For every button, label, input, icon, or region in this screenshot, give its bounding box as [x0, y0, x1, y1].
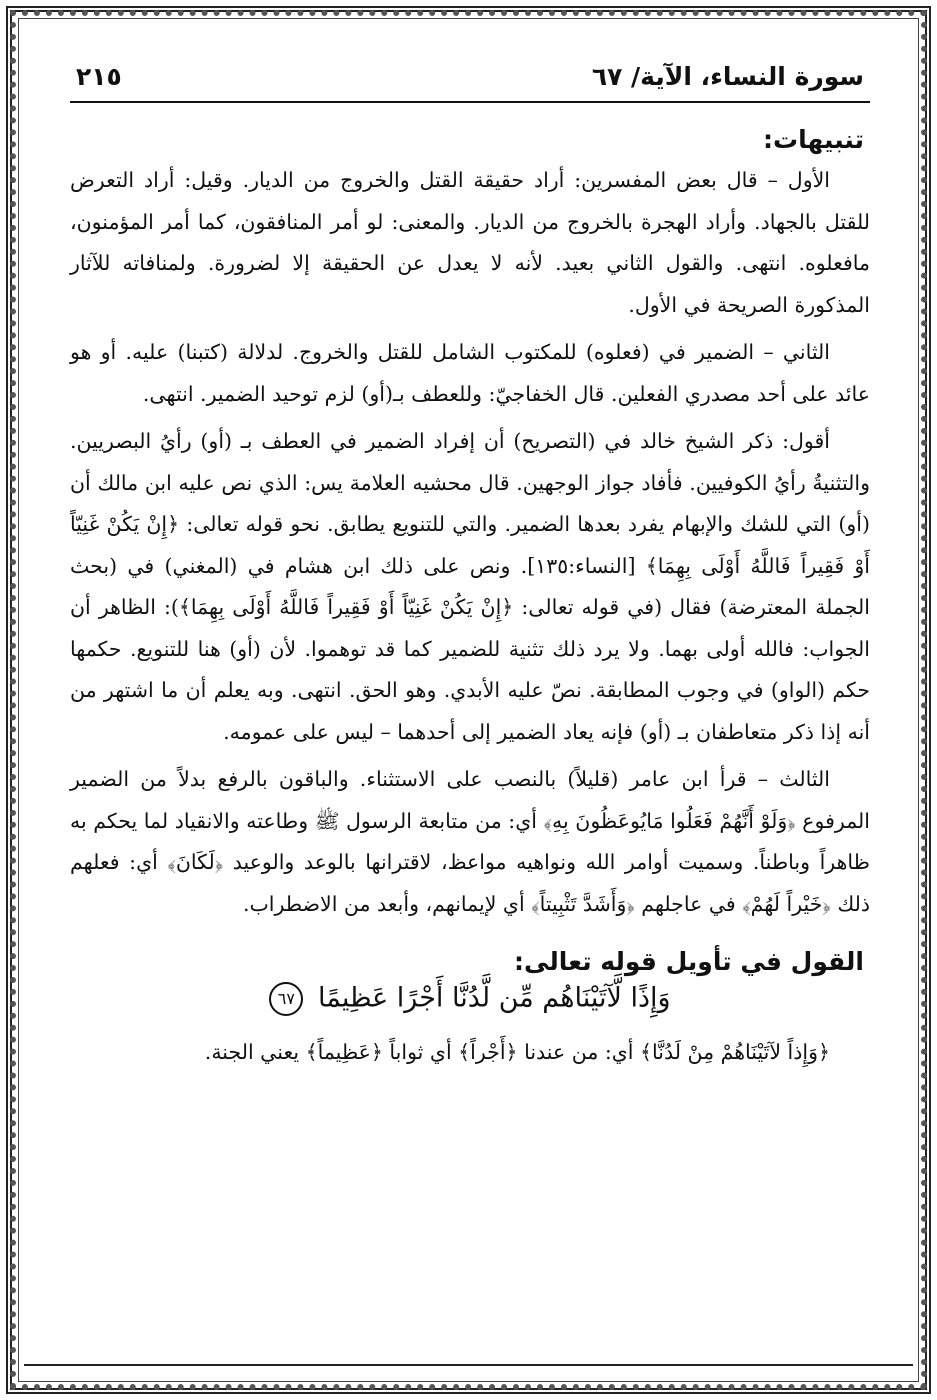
running-header — [70, 62, 870, 103]
tafsir-title: القول في تأويل قوله تعالى: — [514, 947, 864, 976]
quran-verse — [70, 982, 870, 1016]
verse-number: ٦٧ — [269, 982, 303, 1016]
bottom-divider — [24, 1364, 913, 1366]
note-third: الثالث – قرأ ابن عامر (قليلاً) بالنصب على الاستثناء. والباقون بالرفع بدلاً من الضمير المرفوع ﴿وَلَوْ أَنَّهُمْ فَعَلُوا مَايُوعَظُونَ بِهِ﴾ أي: من متابعة الرسول ﷺ وطاعته والانقياد لما يحكم به ظاهراً وباطناً. وسميت أوامر الله ونواهيه مواعظ، لاقترانها بالوعد والوعيد ﴿لَكَانَ﴾ أي: فعلهم ذلك ﴿خَيْراً لَهُمْ﴾ في عاجلهم ﴿وَأَشَدَّ تَثْبِيتاً﴾ أي لإيمانهم، وأبعد من الاضطراب. — [70, 767, 870, 916]
note-second: الثاني – الضمير في (فعلوه) للمكتوب الشامل للقتل والخروج. لدلالة (كتبنا) عليه. أو هو عائد على أحد مصدري الفعلين. قال الخفاجيّ: وللعطف بـ(أو) لزم توحيد الضمير. انتهى. — [70, 340, 870, 406]
note-comment: أقول: ذكر الشيخ خالد في (التصريح) أن إفراد الضمير في العطف بـ (أو) رأيُ البصريين. والتثنيةُ رأيُ الكوفيين. فأفاد جواز الوجهين. قال محشيه العلامة يس: الذي نص عليه ابن مالك أن (أو) التي للشك والإبهام يفرد بعدها الضمير. والتي للتنويع يطابق. نحو قوله تعالى: ﴿إِنْ يَكُنْ غَنِيّاً أَوْ فَقِيراً فَاللَّهُ أَوْلَى بِهِمَا﴾ [النساء:١٣٥]. ونص على ذلك ابن هشام في (المغني) في (بحث الجملة المعترضة) فقال (في قوله تعالى: ﴿إِنْ يَكُنْ غَنِيّاً أَوْ فَقِيراً فَاللَّهُ أَوْلَى بِهِمَا﴾): الظاهر أن الجواب: فالله أولى بهما. ولا يرد ذلك تثنية للضمير كما قد توهموا. لأن (أو) هنا للتنويع. حكمها حكم (الواو) في وجوب المطابقة. نصّ عليه الأبدي. وهو الحق. انتهى. وبه يعلم أن ما اشتهر من أنه إذا ذكر متعاطفان بـ (أو) فإنه يعاد الضمير إلى أحدهما – ليس على عمومه. — [70, 429, 870, 744]
verse-text: وَإِذًا لَّآتَيْنَاهُم مِّن لَّدُنَّا أَجْرًا عَظِيمًا — [317, 982, 671, 1014]
page-number: ٢١٥ — [76, 62, 122, 91]
surah-reference: سورة النساء، الآية/ ٦٧ — [591, 62, 864, 91]
page-content — [70, 62, 870, 1352]
verse-explanation: ﴿وَإِذاً لآتَيْنَاهُمْ مِنْ لَدُنَّا﴾ أي: من عندنا ﴿أَجْراً﴾ أي ثواباً ﴿عَظِيماً﴾ يعني الجنة. — [204, 1040, 830, 1064]
notes-title: تنبيهات: — [762, 125, 864, 154]
note-first: الأول – قال بعض المفسرين: أراد حقيقة القتل والخروج من الديار. وقيل: أراد التعرض للقتل بالجهاد. وأراد الهجرة بالخروج من الديار. والمعنى: لو أمر المنافقون، كما أمر المؤمنون، مافعلوه. انتهى. والقول الثاني بعيد. لأنه لا يعدل عن الحقيقة إلا لضرورة. ولمنافاته للآثار المذكورة الصريحة في الأول. — [70, 168, 870, 317]
